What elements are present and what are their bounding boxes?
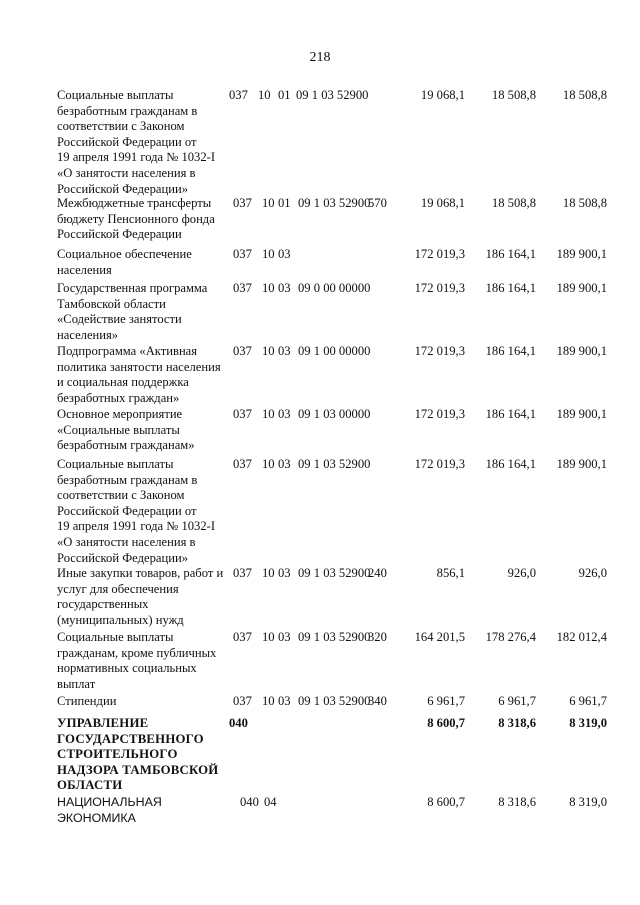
amount-year-1: 6 961,7 [427, 694, 465, 708]
ministry-code: 037 [233, 281, 252, 295]
row-name: Подпрограмма «Активная политика занятости населения и социальная поддержка безработных граждан» [57, 344, 221, 405]
subsection-code: 03 [278, 281, 291, 295]
row-name: НАЦИОНАЛЬНАЯ ЭКОНОМИКА [57, 795, 162, 825]
target-article-code: 09 1 03 52900 [298, 566, 371, 580]
amount-year-1: 19 068,1 [420, 88, 465, 102]
amount-year-1: 8 600,7 [427, 795, 465, 809]
subsection-code: 03 [278, 407, 291, 421]
section-code: 10 [262, 457, 275, 471]
amount-year-3: 8 319,0 [569, 795, 607, 809]
row-name: Государственная программа Тамбовской области «Содействие занятости населения» [57, 281, 208, 342]
amount-year-3: 189 900,1 [556, 457, 607, 471]
ministry-code: 037 [233, 407, 252, 421]
amount-year-2: 18 508,8 [491, 88, 536, 102]
section-code: 10 [262, 281, 275, 295]
amount-year-1: 172 019,3 [414, 247, 465, 261]
section-code: 10 [262, 630, 275, 644]
target-article-code: 09 1 03 52900 [296, 88, 369, 102]
ministry-code: 037 [233, 457, 252, 471]
amount-year-3: 18 508,8 [562, 88, 607, 102]
section-code: 10 [262, 344, 275, 358]
section-code: 10 [262, 247, 275, 261]
amount-year-2: 926,0 [507, 566, 536, 580]
amount-year-3: 189 900,1 [556, 407, 607, 421]
section-code: 10 [262, 694, 275, 708]
ministry-code: 037 [233, 694, 252, 708]
row-name: Иные закупки товаров, работ и услуг для обеспечения государственных (муниципальных) нужд [57, 566, 224, 627]
expense-type-code: 240 [368, 566, 387, 580]
target-article-code: 09 1 03 52900 [298, 630, 371, 644]
subsection-code: 03 [278, 247, 291, 261]
subsection-code: 03 [278, 630, 291, 644]
amount-year-2: 186 164,1 [485, 247, 536, 261]
amount-year-1: 856,1 [436, 566, 465, 580]
subsection-code: 03 [278, 344, 291, 358]
target-article-code: 09 1 03 52900 [298, 457, 371, 471]
section-code: 10 [262, 407, 275, 421]
amount-year-1: 172 019,3 [414, 281, 465, 295]
amount-year-2: 18 508,8 [491, 196, 536, 210]
subsection-code: 03 [278, 457, 291, 471]
row-name: Основное мероприятие «Социальные выплаты безработным гражданам» [57, 407, 195, 453]
target-article-code: 09 1 00 00000 [298, 344, 371, 358]
amount-year-1: 172 019,3 [414, 344, 465, 358]
amount-year-2: 8 318,6 [498, 795, 536, 809]
target-article-code: 09 1 03 52900 [298, 694, 371, 708]
page-number: 218 [309, 50, 331, 65]
ministry-code: 040 [229, 716, 248, 730]
amount-year-1: 8 600,7 [427, 716, 465, 730]
amount-year-3: 18 508,8 [562, 196, 607, 210]
row-name: УПРАВЛЕНИЕ ГОСУДАРСТВЕННОГО СТРОИТЕЛЬНОГО НАДЗОРА ТАМБОВСКОЙ ОБЛАСТИ [57, 716, 219, 793]
target-article-code: 09 0 00 00000 [298, 281, 371, 295]
target-article-code: 09 1 03 52900 [298, 196, 371, 210]
ministry-code: 037 [233, 566, 252, 580]
subsection-code: 01 [278, 88, 291, 102]
section-code: 10 [258, 88, 271, 102]
expense-type-code: 570 [368, 196, 387, 210]
amount-year-1: 172 019,3 [414, 407, 465, 421]
expense-type-code: 340 [368, 694, 387, 708]
amount-year-3: 189 900,1 [556, 247, 607, 261]
row-name: Стипендии [57, 694, 117, 708]
amount-year-1: 19 068,1 [420, 196, 465, 210]
row-name: Межбюджетные трансферты бюджету Пенсионного фонда Российской Федерации [57, 196, 215, 242]
subsection-code: 03 [278, 694, 291, 708]
row-name: Социальные выплаты гражданам, кроме публичных нормативных социальных выплат [57, 630, 217, 691]
amount-year-2: 6 961,7 [498, 694, 536, 708]
amount-year-2: 186 164,1 [485, 407, 536, 421]
row-name: Социальное обеспечение населения [57, 247, 192, 277]
amount-year-2: 178 276,4 [485, 630, 536, 644]
subsection-code: 01 [278, 196, 291, 210]
amount-year-3: 926,0 [578, 566, 607, 580]
ministry-code: 037 [233, 344, 252, 358]
amount-year-2: 186 164,1 [485, 457, 536, 471]
amount-year-1: 172 019,3 [414, 457, 465, 471]
amount-year-3: 6 961,7 [569, 694, 607, 708]
section-code: 04 [264, 795, 277, 809]
ministry-code: 037 [233, 630, 252, 644]
amount-year-1: 164 201,5 [414, 630, 465, 644]
amount-year-2: 186 164,1 [485, 281, 536, 295]
section-code: 10 [262, 196, 275, 210]
amount-year-2: 186 164,1 [485, 344, 536, 358]
row-name: Социальные выплаты безработным гражданам в соответствии с Законом Российской Федерации от 19 апреля 1991 года № 1032-I «О занятости населения в Российской Федерации» [57, 88, 216, 196]
amount-year-3: 189 900,1 [556, 281, 607, 295]
section-code: 10 [262, 566, 275, 580]
ministry-code: 040 [240, 795, 259, 809]
ministry-code: 037 [229, 88, 248, 102]
subsection-code: 03 [278, 566, 291, 580]
ministry-code: 037 [233, 247, 252, 261]
amount-year-3: 8 319,0 [569, 716, 607, 730]
target-article-code: 09 1 03 00000 [298, 407, 371, 421]
amount-year-3: 189 900,1 [556, 344, 607, 358]
row-name: Социальные выплаты безработным гражданам в соответствии с Законом Российской Федерации от 19 апреля 1991 года № 1032-I «О занятости населения в Российской Федерации» [57, 457, 216, 565]
amount-year-3: 182 012,4 [556, 630, 607, 644]
expense-type-code: 320 [368, 630, 387, 644]
amount-year-2: 8 318,6 [498, 716, 536, 730]
ministry-code: 037 [233, 196, 252, 210]
